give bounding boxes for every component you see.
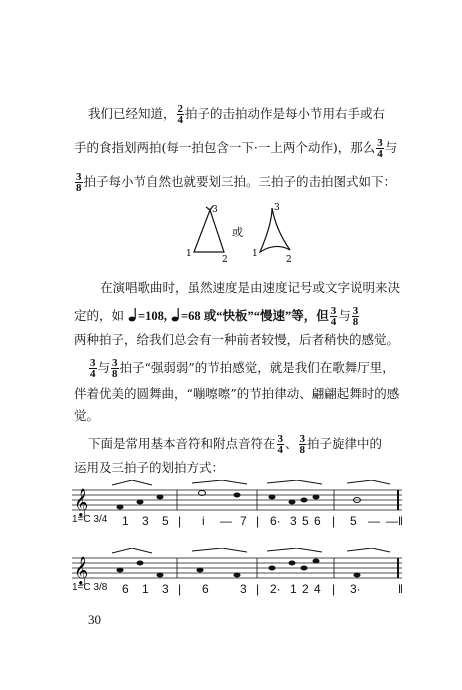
text-fragment: 、 bbox=[285, 436, 298, 451]
jianpu-note: 5 bbox=[302, 514, 309, 528]
diagram-label: 2 bbox=[222, 255, 228, 264]
key-label: 1=C bbox=[72, 514, 91, 525]
quarter-note-icon bbox=[128, 308, 138, 322]
diagram-label: 3 bbox=[274, 203, 280, 213]
key-signature: 1=C 3/4 bbox=[72, 514, 108, 525]
tempo-value: =108, bbox=[138, 309, 167, 323]
jianpu-note: 6 bbox=[314, 514, 321, 528]
jianpu-note: — bbox=[220, 514, 232, 528]
jianpu-barline: | bbox=[256, 514, 260, 528]
text-line-10 bbox=[88, 434, 382, 455]
fraction-3-4 bbox=[277, 434, 285, 455]
fraction-3-8 bbox=[111, 358, 119, 379]
jianpu-note: 3 bbox=[290, 514, 297, 528]
jianpu-note: 6· bbox=[270, 514, 281, 528]
fraction-denominator: 8 bbox=[352, 316, 359, 328]
diagram-label: 3 bbox=[212, 205, 218, 215]
text-fragment: 拍子的击拍动作是每小节用右手或右 bbox=[185, 106, 386, 121]
text-fragment: 拍子每小节自然也就要划三拍。三拍子的击拍图式如下： bbox=[83, 174, 397, 189]
text-fragment: 定的，如 bbox=[74, 308, 125, 323]
fraction-denominator: 8 bbox=[76, 182, 82, 194]
conducting-arrows bbox=[112, 548, 390, 553]
text-fragment: 拍子“强弱弱”的节拍感觉，就是我们在歌舞厅里， bbox=[119, 360, 395, 375]
jianpu-note: 5 bbox=[350, 514, 357, 528]
fraction-2-4 bbox=[177, 104, 185, 125]
diagram-label: 1 bbox=[252, 249, 258, 259]
fraction-numerator: 3 bbox=[112, 357, 118, 369]
text-fragment: 我们已经知道， bbox=[88, 106, 176, 121]
fraction-denominator: 4 bbox=[377, 148, 383, 160]
key-fraction-denominator: 4 bbox=[101, 514, 108, 525]
jianpu-note: 6 bbox=[122, 582, 129, 596]
text-fragment: 两种拍子，给我们总会有一种前者较慢，后者稍快的感觉。 bbox=[74, 332, 400, 347]
triangle-pattern bbox=[194, 206, 224, 252]
text-fragment: 伴着优美的圆舞曲，“嘣嚓嚓”的节拍律动、翩翩起舞时的感 bbox=[74, 386, 400, 401]
fraction-numerator: 3 bbox=[90, 357, 96, 369]
text-line-11 bbox=[74, 460, 224, 476]
key-signature: 1=C 3/8 bbox=[72, 582, 108, 593]
text-fragment: 手的食指划两拍(每一拍包含一下·一上两个动作)，那么 bbox=[74, 140, 376, 155]
fraction-denominator: 4 bbox=[330, 316, 337, 328]
text-fragment: =68 或“快板”“慢速”等，但 bbox=[180, 309, 329, 323]
text-fragment: 在演唱歌曲时，虽然速度是由速度记号或文字说明来决 bbox=[100, 280, 401, 295]
jianpu-note: — bbox=[368, 514, 380, 528]
conducting-diagram bbox=[180, 200, 300, 264]
fraction-denominator: 4 bbox=[277, 444, 284, 456]
text-fragment: 与 bbox=[384, 140, 398, 155]
fraction-3-4 bbox=[330, 306, 338, 327]
key-label: 1=C bbox=[72, 582, 91, 593]
text-fragment: 与 bbox=[97, 360, 111, 375]
curved-pattern bbox=[260, 208, 290, 252]
jianpu-note: 4 bbox=[314, 582, 321, 596]
jianpu-note: 6 bbox=[202, 582, 209, 596]
fraction-numerator: 3 bbox=[330, 305, 337, 317]
text-line-7 bbox=[88, 358, 395, 379]
jianpu-note: 1 bbox=[122, 514, 129, 528]
jianpu-barline: ‖ bbox=[398, 514, 403, 528]
jianpu-note: 7 bbox=[240, 514, 247, 528]
jianpu-note: 2· bbox=[270, 582, 281, 596]
jianpu-barline: ‖ bbox=[398, 582, 403, 596]
text-line-5 bbox=[74, 306, 360, 327]
text-line-1 bbox=[88, 104, 385, 125]
jianpu-note: 3 bbox=[142, 514, 149, 528]
jianpu-note: 3· bbox=[350, 582, 361, 596]
key-fraction-numerator: 3 bbox=[93, 582, 99, 593]
fraction-3-4 bbox=[89, 358, 97, 379]
jianpu-note: 5 bbox=[162, 514, 169, 528]
text-line-6 bbox=[74, 332, 399, 348]
triple-beat-diagram bbox=[180, 200, 300, 264]
diagram-label: 2 bbox=[286, 255, 292, 264]
jianpu-note: 2 bbox=[302, 582, 309, 596]
key-fraction-denominator: 8 bbox=[101, 582, 108, 593]
quarter-note-icon bbox=[171, 308, 181, 322]
key-fraction-numerator: 3 bbox=[93, 514, 99, 525]
jianpu-barline: | bbox=[178, 514, 182, 528]
jianpu-note: 1 bbox=[142, 582, 149, 596]
jianpu-note: — bbox=[386, 514, 398, 528]
fraction-denominator: 8 bbox=[299, 444, 306, 456]
fraction-3-8 bbox=[352, 306, 360, 327]
fraction-denominator: 4 bbox=[90, 368, 96, 380]
text-line-3 bbox=[74, 172, 396, 193]
text-line-9 bbox=[74, 408, 99, 424]
jianpu-note: i bbox=[202, 514, 205, 528]
text-line-4 bbox=[100, 280, 400, 296]
text-fragment: 拍子旋律中的 bbox=[307, 436, 383, 451]
fraction-numerator: 3 bbox=[352, 305, 359, 317]
music-score-row-2 bbox=[72, 548, 403, 596]
jianpu-barline: | bbox=[178, 582, 182, 596]
jianpu-barline: | bbox=[332, 514, 336, 528]
conducting-arrows bbox=[112, 480, 390, 485]
music-score-row-1 bbox=[72, 480, 403, 528]
jianpu-barline: | bbox=[256, 582, 260, 596]
text-fragment: 与 bbox=[338, 308, 351, 323]
fraction-numerator: 3 bbox=[76, 171, 82, 183]
jianpu-barline: | bbox=[332, 582, 336, 596]
fraction-numerator: 3 bbox=[277, 433, 284, 445]
diagram-label: 1 bbox=[186, 249, 192, 259]
text-line-2 bbox=[74, 138, 397, 159]
fraction-3-8 bbox=[299, 434, 307, 455]
page-number: 30 bbox=[88, 612, 101, 627]
fraction-numerator: 3 bbox=[377, 137, 383, 149]
fraction-3-4 bbox=[376, 138, 384, 159]
fraction-denominator: 4 bbox=[177, 114, 184, 126]
fraction-3-8 bbox=[75, 172, 83, 193]
jianpu-note: 1 bbox=[290, 582, 297, 596]
text-fragment: 运用及三拍子的划拍方式： bbox=[74, 460, 225, 475]
fraction-numerator: 2 bbox=[177, 103, 184, 115]
treble-clef-icon: 𝄞 bbox=[74, 488, 89, 516]
jianpu-note: 3 bbox=[162, 582, 169, 596]
diagram-or: 或 bbox=[232, 226, 243, 239]
fraction-denominator: 8 bbox=[112, 368, 118, 380]
jianpu-note: 3 bbox=[240, 582, 247, 596]
text-fragment: 下面是常用基本音符和附点音符在 bbox=[88, 436, 276, 451]
fraction-numerator: 3 bbox=[299, 433, 306, 445]
text-line-8 bbox=[74, 386, 399, 402]
treble-clef-icon: 𝄞 bbox=[74, 556, 89, 584]
text-fragment: 觉。 bbox=[74, 408, 100, 423]
